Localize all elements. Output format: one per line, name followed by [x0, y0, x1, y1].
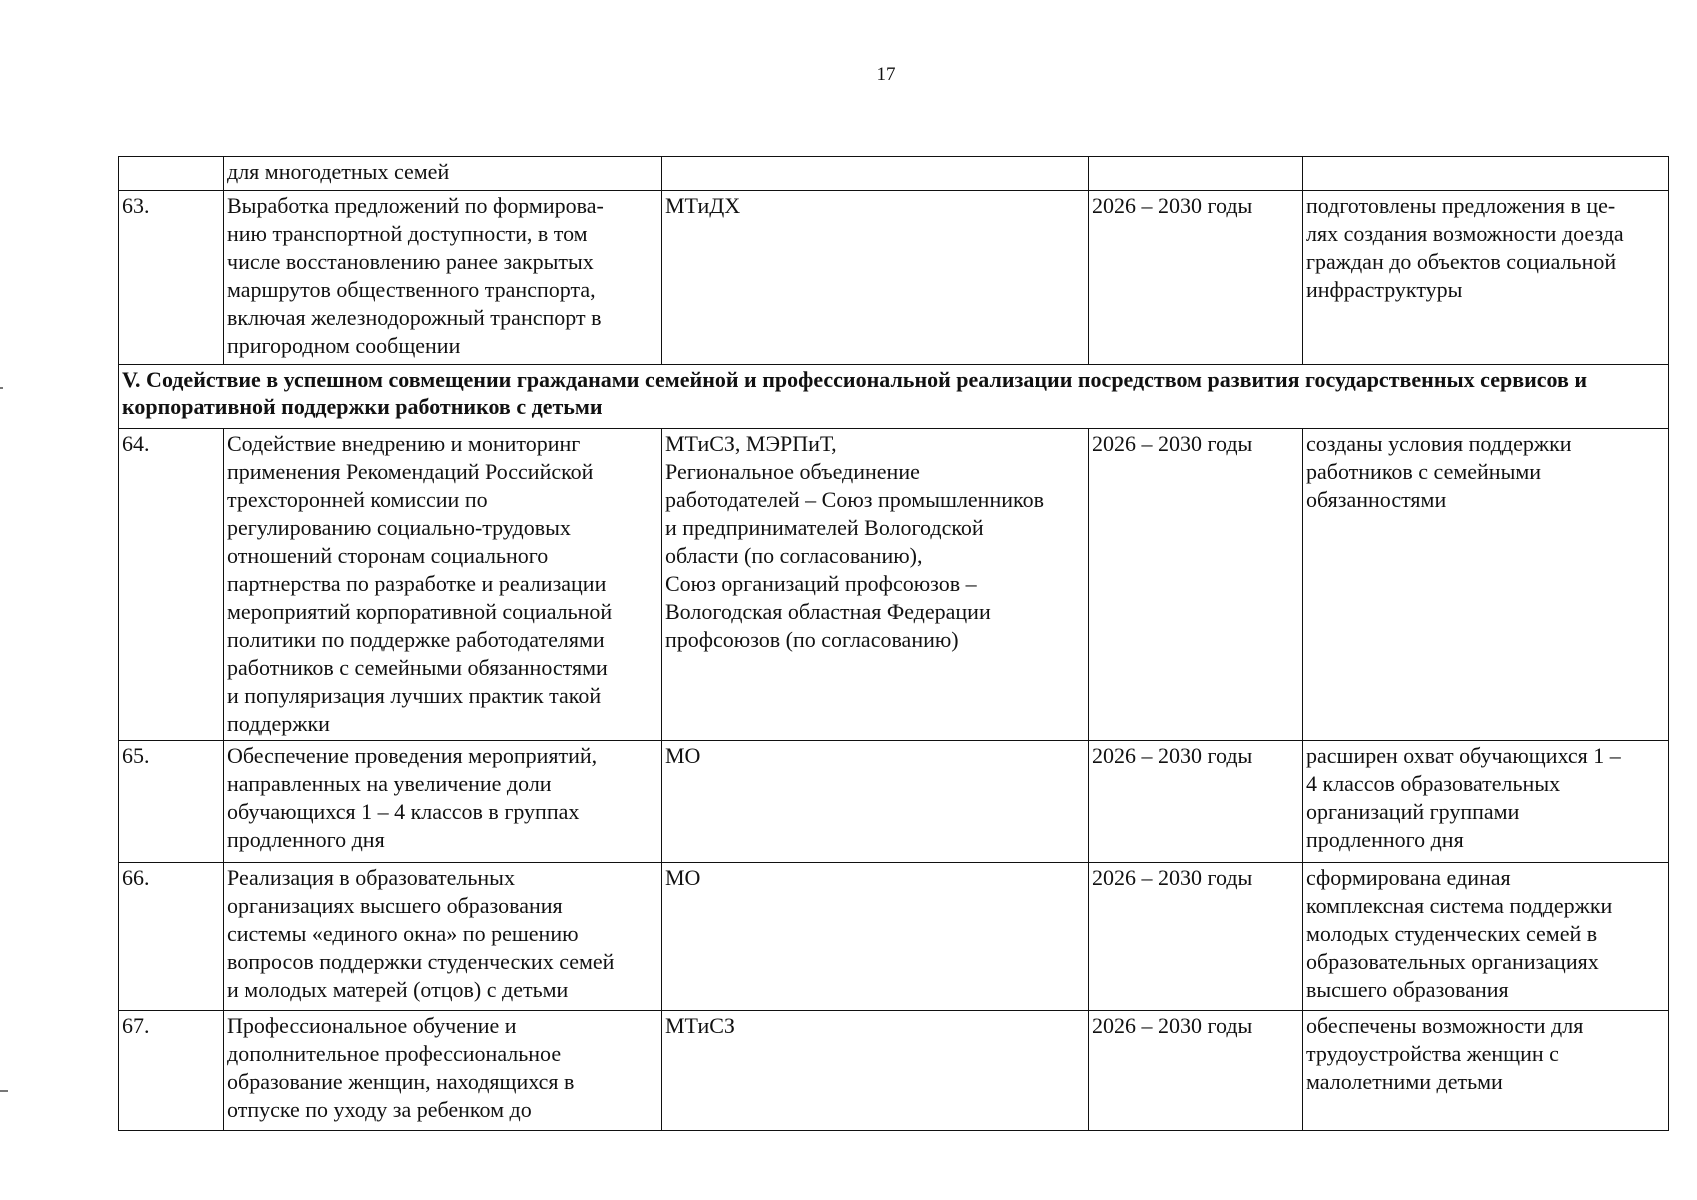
term-cell: 2026 – 2030 годы	[1089, 741, 1303, 863]
term-cell: 2026 – 2030 годы	[1089, 863, 1303, 1011]
row-number-cell: 63.	[119, 191, 224, 365]
row-number-cell	[119, 157, 224, 191]
action-plan-table	[118, 156, 1669, 1131]
result-cell: обеспечены возможности для трудоустройства женщин с малолетними детьми	[1303, 1011, 1669, 1131]
row-number-cell: 65.	[119, 741, 224, 863]
executor-cell: МО	[662, 863, 1089, 1011]
table-row	[119, 429, 1669, 741]
row-number-cell: 67.	[119, 1011, 224, 1131]
result-cell: созданы условия поддержки работников с семейными обязанностями	[1303, 429, 1669, 741]
executor-cell: МТиСЗ, МЭРПиТ, Региональное объединение работодателей – Союз промышленников и предпринимателей Вологодской области (по согласованию), Союз организаций профсоюзов – Вологодская областная Федерации профсоюзов (по согласованию)	[662, 429, 1089, 741]
executor-cell: МТиСЗ	[662, 1011, 1089, 1131]
section-row	[119, 365, 1669, 429]
action-cell: Обеспечение проведения мероприятий, направленных на увеличение доли обучающихся 1 – 4 классов в группах продленного дня	[224, 741, 662, 863]
table-row	[119, 741, 1669, 863]
section-heading: V. Содействие в успешном совмещении гражданами семейной и профессиональной реализации посредством развития государственных сервисов и корпоративной поддержки работников с детьми	[119, 365, 1669, 429]
scan-edge-mark	[0, 1090, 8, 1092]
page-number: 17	[876, 64, 896, 85]
action-cell: Профессиональное обучение и дополнительное профессиональное образование женщин, находящихся в отпуске по уходу за ребенком до	[224, 1011, 662, 1131]
row-number-cell: 64.	[119, 429, 224, 741]
term-cell: 2026 – 2030 годы	[1089, 429, 1303, 741]
term-cell: 2026 – 2030 годы	[1089, 191, 1303, 365]
term-cell: 2026 – 2030 годы	[1089, 1011, 1303, 1131]
action-cell: для многодетных семей	[224, 157, 662, 191]
action-cell: Содействие внедрению и мониторинг применения Рекомендаций Российской трехсторонней комиссии по регулированию социально-трудовых отношений сторонам социального партнерства по разработке и реализации мероприятий корпоративной социальной политики по поддержке работодателями работников с семейными обязанностями и популяризация лучших практик такой поддержки	[224, 429, 662, 741]
executor-cell: МТиДХ	[662, 191, 1089, 365]
result-cell: сформирована единая комплексная система поддержки молодых студенческих семей в образовательных организациях высшего образования	[1303, 863, 1669, 1011]
result-cell	[1303, 157, 1669, 191]
result-cell: расширен охват обучающихся 1 – 4 классов образовательных организаций группами продленного дня	[1303, 741, 1669, 863]
scan-edge-mark	[0, 387, 3, 389]
table-row	[119, 863, 1669, 1011]
result-cell: подготовлены предложения в це- лях создания возможности доезда граждан до объектов социальной инфраструктуры	[1303, 191, 1669, 365]
executor-cell: МО	[662, 741, 1089, 863]
term-cell	[1089, 157, 1303, 191]
row-number-cell: 66.	[119, 863, 224, 1011]
table-row	[119, 191, 1669, 365]
table-row	[119, 157, 1669, 191]
action-cell: Реализация в образовательных организациях высшего образования системы «единого окна» по решению вопросов поддержки студенческих семей и молодых матерей (отцов) с детьми	[224, 863, 662, 1011]
action-cell: Выработка предложений по формирова- нию транспортной доступности, в том числе восстановлению ранее закрытых маршрутов общественного транспорта, включая железнодорожный транспорт в пригородном сообщении	[224, 191, 662, 365]
executor-cell	[662, 157, 1089, 191]
table-row	[119, 1011, 1669, 1131]
